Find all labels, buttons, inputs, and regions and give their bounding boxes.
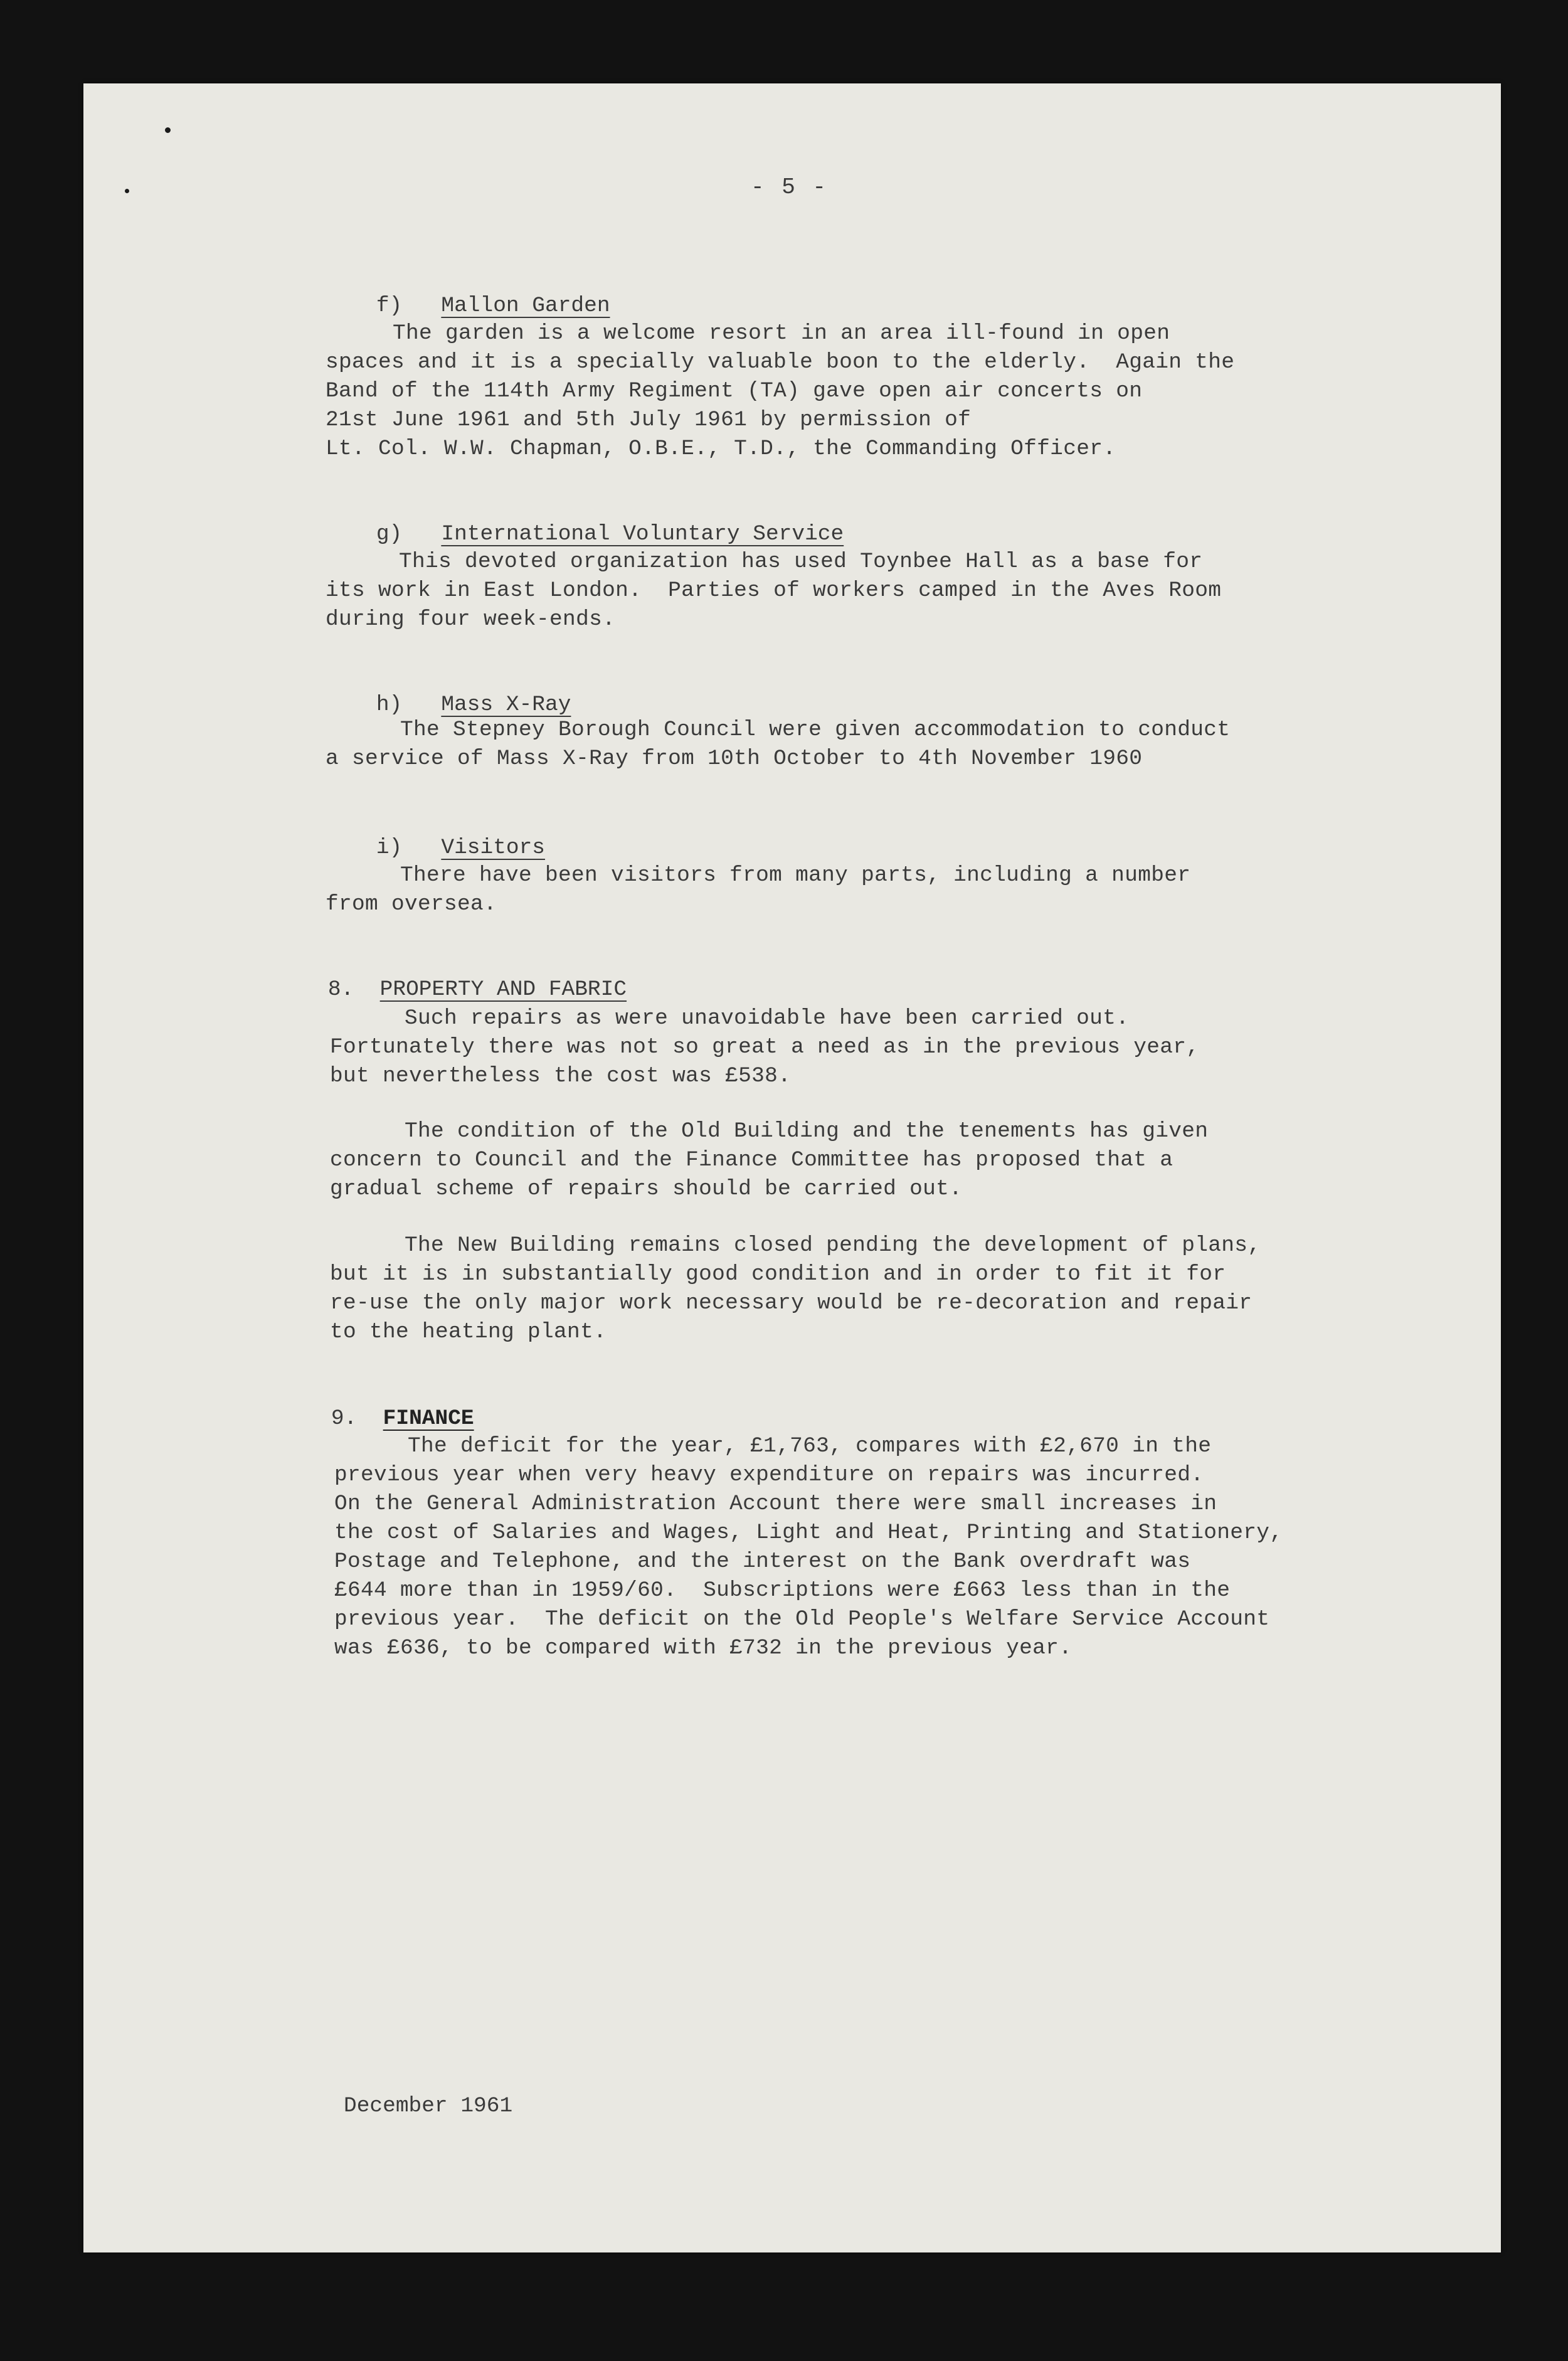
text-line: On the General Administration Account there were small increases in [334, 1492, 1217, 1516]
text-line: re-use the only major work necessary would be re-decoration and repair [330, 1291, 1253, 1315]
section-title: FINANCE [383, 1406, 474, 1431]
punch-hole-mark [125, 189, 129, 193]
text-line: during four week-ends. [326, 607, 616, 632]
document-page [83, 83, 1501, 2252]
section-marker: h) [376, 692, 403, 717]
text-line: There have been visitors from many parts, including a number [400, 863, 1191, 888]
text-line: The Stepney Borough Council were given accommodation to conduct [400, 718, 1231, 742]
text-line: spaces and it is a specially valuable boon to the elderly. Again the [326, 350, 1235, 374]
text-line: previous year when very heavy expenditure on repairs was incurred. [334, 1463, 1204, 1487]
document-date: December 1961 [344, 2094, 513, 2118]
text-line: its work in East London. Parties of workers camped in the Aves Room [326, 578, 1222, 603]
section-marker: 9. [331, 1406, 358, 1431]
section-title: Mallon Garden [441, 294, 610, 318]
section-marker: f) [376, 294, 403, 318]
section-title: International Voluntary Service [441, 522, 844, 546]
text-line: but nevertheless the cost was £538. [330, 1064, 792, 1088]
text-line: Band of the 114th Army Regiment (TA) gave open air concerts on [326, 379, 1143, 403]
section-marker: g) [376, 522, 403, 546]
text-line: The New Building remains closed pending the development of plans, [405, 1233, 1261, 1258]
text-line: The deficit for the year, £1,763, compares with £2,670 in the [408, 1434, 1212, 1458]
text-line: Postage and Telephone, and the interest on the Bank overdraft was [334, 1549, 1191, 1574]
text-line: concern to Council and the Finance Committee has proposed that a [330, 1148, 1173, 1172]
section-marker: i) [376, 836, 403, 860]
text-line: £644 more than in 1959/60. Subscriptions were £663 less than in the [334, 1578, 1231, 1603]
text-line: The condition of the Old Building and the tenements has given [405, 1119, 1209, 1143]
text-line: This devoted organization has used Toynbee Hall as a base for [399, 549, 1203, 574]
page-number: - 5 - [751, 174, 829, 200]
section-title: Visitors [441, 836, 546, 860]
text-line: from oversea. [326, 892, 497, 916]
text-line: to the heating plant. [330, 1320, 607, 1344]
text-line: 21st June 1961 and 5th July 1961 by permission of [326, 408, 972, 432]
section-title: Mass X-Ray [441, 692, 571, 717]
text-line: Lt. Col. W.W. Chapman, O.B.E., T.D., the Commanding Officer. [326, 437, 1116, 461]
text-line: the cost of Salaries and Wages, Light and Heat, Printing and Stationery, [334, 1520, 1283, 1545]
text-line: The garden is a welcome resort in an area ill-found in open [393, 321, 1170, 346]
text-line: Fortunately there was not so great a need as in the previous year, [330, 1035, 1200, 1059]
text-line: previous year. The deficit on the Old People's Welfare Service Account [334, 1607, 1270, 1631]
text-line: but it is in substantially good condition and in order to fit it for [330, 1262, 1226, 1287]
text-line: was £636, to be compared with £732 in the previous year. [334, 1636, 1073, 1660]
text-line: gradual scheme of repairs should be carried out. [330, 1177, 963, 1201]
punch-hole-mark [165, 127, 171, 133]
section-marker: 8. [327, 977, 354, 1002]
text-line: Such repairs as were unavoidable have been carried out. [405, 1006, 1130, 1031]
section-title: PROPERTY AND FABRIC [379, 977, 627, 1002]
text-line: a service of Mass X-Ray from 10th October to 4th November 1960 [326, 746, 1143, 771]
